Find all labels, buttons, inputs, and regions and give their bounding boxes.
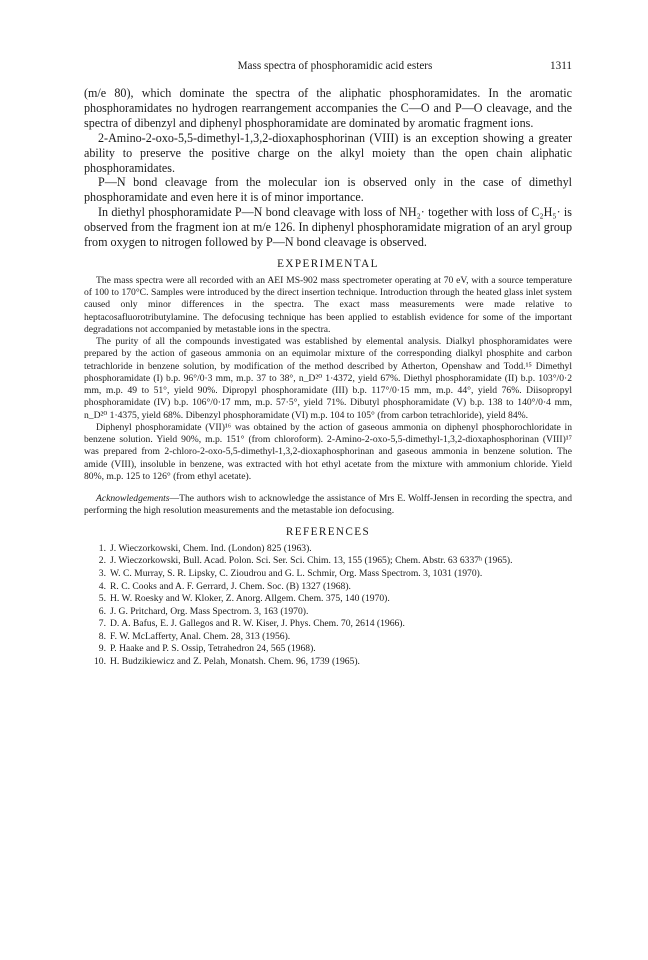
acknowledgements-text: —The authors wish to acknowledge the assistance of Mrs E. Wolff-Jensen in recording the spectra, and performing the high resolution measurements and the metastable ion defocusing. xyxy=(84,493,572,517)
experimental-heading: EXPERIMENTAL xyxy=(277,257,379,270)
reference-text: F. W. McLafferty, Anal. Chem. 28, 313 (1956). xyxy=(110,630,291,642)
reference-item xyxy=(84,643,572,656)
running-title: Mass spectra of phosphoramidic acid esters xyxy=(237,60,433,72)
reference-number: 9. xyxy=(98,643,106,655)
page-number: 1311 xyxy=(550,60,572,72)
reference-number: 10. xyxy=(94,656,106,668)
reference-text: J. G. Pritchard, Org. Mass Spectrom. 3, 163 (1970). xyxy=(110,605,309,617)
reference-item xyxy=(84,618,572,631)
experimental-paragraph-1: The mass spectra were all recorded with an AEI MS-902 mass spectrometer operating at 70 eV, with a source temperature of 100 to 170°C. Samples were introduced by the direct insertion technique. Introduction through the heated glass inlet system caused only minor differences in the spectra. The exact mass measurements were made relative to heptacosafluorotributylamine. The defocusing technique has been applied to establish evidence for some of the important degradations not accompanied by metastable ions in the spectra. xyxy=(84,274,572,335)
reference-text: P. Haake and P. S. Ossip, Tetrahedron 24, 565 (1968). xyxy=(110,643,316,655)
running-head xyxy=(84,60,572,72)
acknowledgements-label: Acknowledgements xyxy=(96,493,170,505)
reference-text: R. C. Cooks and A. F. Gerrard, J. Chem. Soc. (B) 1327 (1968). xyxy=(110,580,351,592)
body-paragraph-1: (m/e 80), which dominate the spectra of the aliphatic phosphoramidates. In the aromatic phosphoramidates no hydrogen rearrangement accompanies the C—O and P—O cleavage, and the spectra of dibenzyl and diphenyl phosphoramidate are dominated by aromatic fragment ions. xyxy=(84,86,572,130)
reference-number: 5. xyxy=(98,593,106,605)
reference-item xyxy=(84,606,572,619)
reference-number: 6. xyxy=(98,605,106,617)
reference-item xyxy=(84,593,572,606)
reference-text: H. Budzikiewicz and Z. Pelah, Monatsh. Chem. 96, 1739 (1965). xyxy=(110,656,360,668)
experimental-paragraph-3: Diphenyl phosphoramidate (VII)¹⁶ was obtained by the action of gaseous ammonia on diphenyl phosphorochloridate in benzene solution. Yield 90%, m.p. 151° (from chloroform). 2-Amino-2-oxo-5,5-dimethyl-1,3,2-dioxaphosphorinan (VIII)¹⁷ was prepared from 2-chloro-2-oxo-5,5-dimethyl-1,3,2-dioxaphosphorinan and gaseous ammonia in benzene solution. The amide (VIII), insoluble in benzene, was extracted with hot ethyl acetate from the mixture with ammonium chloride. Yield 80%, m.p. 125 to 126° (from ethyl acetate). xyxy=(84,421,572,482)
reference-item xyxy=(84,631,572,644)
body-paragraph-4: In diethyl phosphoramidate P—N bond cleavage with loss of NH₂· together with loss of C₂H₅· is observed from the fragment ion at m/e 126. In diphenyl phosphoramidate migration of an aryl group from oxygen to nitrogen followed by P—N bond cleavage is observed. xyxy=(84,205,572,250)
reference-item xyxy=(84,555,572,568)
reference-item xyxy=(84,543,572,556)
reference-item xyxy=(84,568,572,581)
reference-number: 7. xyxy=(98,618,106,630)
reference-text: W. C. Murray, S. R. Lipsky, C. Zioudrou and G. L. Schmir, Org. Mass Spectrom. 3, 1031 (1970). xyxy=(110,567,483,579)
reference-number: 4. xyxy=(98,580,106,592)
reference-item xyxy=(84,656,572,669)
reference-number: 3. xyxy=(98,567,106,579)
reference-number: 2. xyxy=(98,555,106,567)
body-paragraph-2: 2-Amino-2-oxo-5,5-dimethyl-1,3,2-dioxaphosphorinan (VIII) is an exception showing a greater ability to preserve the positive charge on the alkyl moiety than the open chain aliphatic phosphoramidates. xyxy=(84,130,572,175)
reference-item xyxy=(84,581,572,594)
acknowledgements xyxy=(84,493,572,518)
reference-number: 8. xyxy=(98,630,106,642)
experimental-paragraph-2: The purity of all the compounds investigated was established by elemental analysis. Dialkyl phosphoramidates were prepared by the action of gaseous ammonia on an equimolar mixture of the corresponding dialkyl phosphite and carbon tetrachloride in benzene solution, by modification of the method described by Atherton, Openshaw and Todd.¹⁵ Dimethyl phosphoramidate (I) b.p. 96°/0·3 mm, m.p. 37 to 38°, n_D²⁰ 1·4372, yield 67%. Diethyl phosphoramidate (II) b.p. 103°/0·2 mm, m.p. 49 to 51°, yield 90%. Dipropyl phosphoramidate (III) b.p. 117°/0·15 mm, m.p. 44°, yield 76%. Diisopropyl phosphoramidate (IV) b.p. 106°/0·17 mm, m.p. 57·5°, yield 71%. Dibutyl phosphoramidate (V) b.p. 138 to 140°/0·4 mm, n_D²⁰ 1·4375, yield 68%. Dibenzyl phosphoramidate (VI) m.p. 104 to 105° (from carbon tetrachloride), yield 84%. xyxy=(84,336,572,421)
reference-text: D. A. Bafus, E. J. Gallegos and R. W. Kiser, J. Phys. Chem. 70, 2614 (1966). xyxy=(110,618,405,630)
body-paragraph-3: P—N bond cleavage from the molecular ion is observed only in the case of dimethyl phosphoramidate and even here it is of minor importance. xyxy=(84,175,572,205)
references-heading: REFERENCES xyxy=(285,525,371,538)
reference-number: 1. xyxy=(98,542,106,554)
reference-text: J. Wieczorkowski, Chem. Ind. (London) 825 (1963). xyxy=(110,542,312,554)
reference-text: J. Wieczorkowski, Bull. Acad. Polon. Sci. Ser. Sci. Chim. 13, 155 (1965); Chem. Abstr. 63 6337ʰ (1965). xyxy=(110,555,513,567)
reference-list xyxy=(84,543,572,669)
reference-text: H. W. Roesky and W. Kloker, Z. Anorg. Allgem. Chem. 375, 140 (1970). xyxy=(110,593,390,605)
